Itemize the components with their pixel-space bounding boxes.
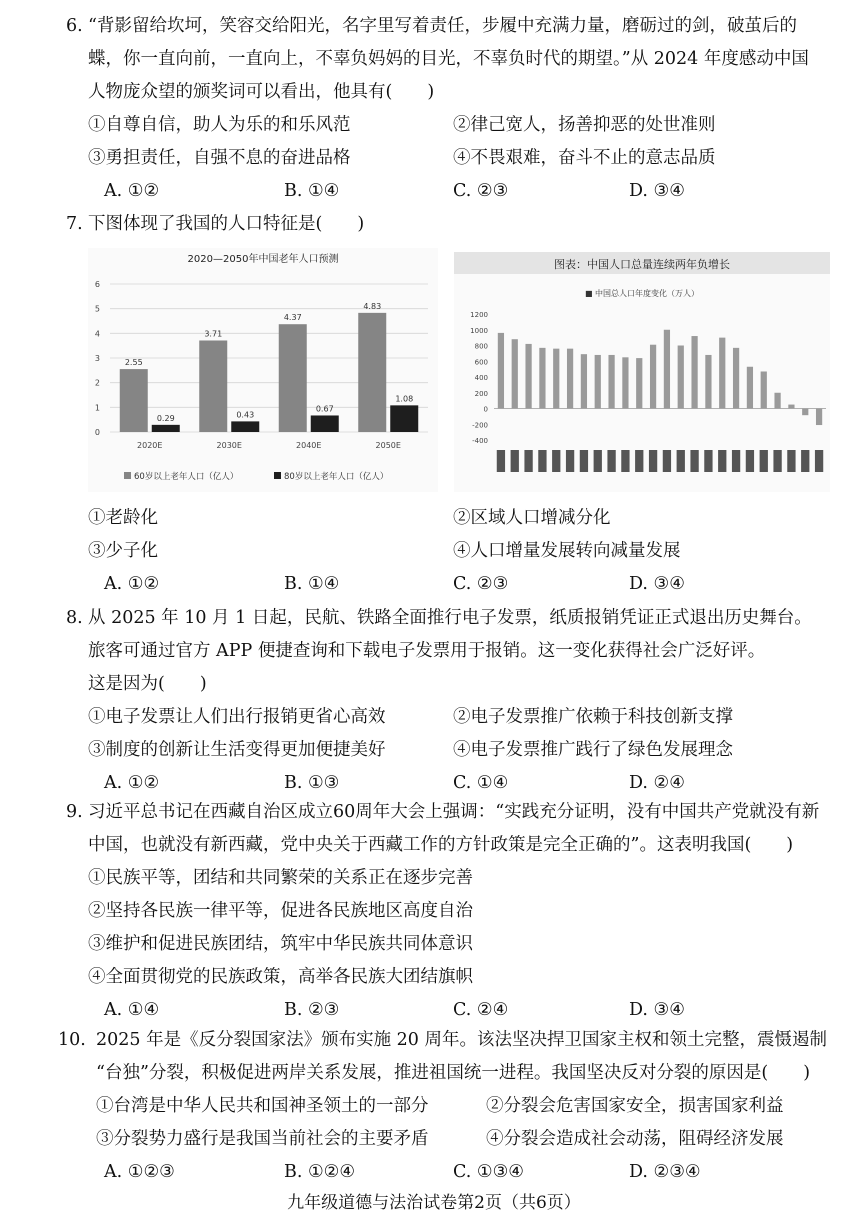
bar	[512, 339, 518, 408]
x-tick-label	[773, 450, 781, 472]
question-number: 10.	[58, 1030, 86, 1050]
option-4: ④全面贯彻党的民族政策，高举各民族大团结旗帜	[88, 967, 473, 987]
question-stem	[88, 208, 846, 241]
stem-line: “台独”分裂，积极促进两岸关系发展，推进祖国统一进程。我国坚决反对分裂的原因是( )	[96, 1063, 811, 1083]
question-stem	[88, 796, 846, 862]
x-tick-label	[524, 450, 532, 472]
legend-label: 60岁以上老年人口（亿人）	[134, 472, 239, 482]
x-tick-label: 2030E	[216, 441, 242, 450]
option-row	[66, 1123, 846, 1156]
data-label: 4.37	[283, 313, 302, 323]
y-tick-label: 6	[94, 280, 100, 289]
stem-line: 中国，也就没有新西藏，党中央关于西藏工作的方针政策是完全正确的”。这表明我国( )	[88, 835, 794, 855]
option-row	[66, 109, 846, 142]
x-tick-label	[787, 450, 795, 472]
y-tick-label: 5	[94, 304, 100, 314]
option-2: ②电子发票推广依赖于科技创新支撑	[453, 707, 733, 727]
bar	[608, 355, 614, 409]
stem-line: 下图体现了我国的人口特征是( )	[88, 214, 365, 234]
choice-a[interactable]: A. ①②③	[104, 1162, 175, 1182]
option-row	[66, 928, 846, 961]
choice-c[interactable]: C. ②③	[453, 181, 509, 201]
choice-a[interactable]: A. ①④	[104, 1000, 160, 1020]
choice-b[interactable]: B. ①②④	[284, 1162, 356, 1182]
choice-b[interactable]: B. ①③	[284, 773, 340, 793]
question-number: 7.	[66, 214, 83, 234]
option-1: ①台湾是中华人民共和国神圣领土的一部分	[96, 1096, 429, 1116]
option-row	[66, 862, 846, 895]
question-stem	[96, 1024, 846, 1090]
bar	[733, 348, 739, 409]
choice-c[interactable]: C. ①④	[453, 773, 509, 793]
choice-d[interactable]: D. ③④	[629, 181, 685, 201]
question-stem	[88, 602, 846, 701]
x-tick-label	[690, 450, 698, 472]
stem-line: 旅客可通过官方 APP 便捷查询和下载电子发票用于报销。这一变化获得社会广泛好评。	[88, 641, 766, 661]
bar	[358, 313, 386, 432]
bar	[152, 425, 180, 432]
y-tick-label: 800	[474, 342, 488, 351]
option-row	[66, 734, 846, 767]
question-7	[66, 208, 846, 241]
y-tick-label: 1200	[470, 311, 488, 319]
option-3: ③分裂势力盛行是我国当前社会的主要矛盾	[96, 1129, 429, 1149]
bar	[279, 324, 307, 432]
y-tick-label: -200	[472, 421, 488, 430]
stem-line: “背影留给坎坷，笑容交给阳光，名字里写着责任，步履中充满力量，磨砺过的剑，破茧后的	[88, 16, 797, 36]
x-tick-label	[607, 450, 615, 472]
option-4: ④分裂会造成社会动荡，阻碍经济发展	[486, 1129, 784, 1149]
x-tick-label	[718, 450, 726, 472]
stem-line: 这是因为( )	[88, 674, 207, 694]
choice-d[interactable]: D. ②③④	[629, 1162, 701, 1182]
option-1: ①自尊自信，助人为乐的和乐风范	[88, 115, 351, 135]
data-label: 4.83	[363, 301, 382, 311]
y-tick-label: 400	[474, 374, 488, 382]
option-row	[66, 961, 846, 994]
bar	[678, 346, 684, 409]
option-2: ②分裂会危害国家安全，损害国家利益	[486, 1096, 784, 1116]
question-9	[66, 796, 846, 1027]
x-tick-label	[732, 450, 740, 472]
choice-d[interactable]: D. ②④	[629, 773, 685, 793]
bar	[311, 415, 339, 432]
legend-label: 80岁以上老年人口（亿人）	[284, 472, 389, 482]
bar	[595, 355, 601, 409]
data-label: 0.67	[315, 404, 334, 414]
population-change-chart-svg	[454, 252, 830, 492]
option-3: ③少子化	[88, 541, 158, 561]
bar	[553, 349, 559, 409]
bar	[664, 330, 670, 409]
choice-c[interactable]: C. ①③④	[453, 1162, 524, 1182]
bar	[231, 421, 259, 432]
y-tick-label: 200	[474, 389, 488, 398]
option-row	[66, 502, 846, 535]
option-2: ②坚持各民族一律平等，促进各民族地区高度自治	[88, 901, 473, 921]
y-tick-label: 600	[474, 358, 488, 367]
bar	[719, 338, 725, 409]
x-tick-label	[621, 450, 629, 472]
bar	[539, 348, 545, 409]
bar	[705, 355, 711, 409]
option-row	[66, 142, 846, 175]
option-row	[66, 701, 846, 734]
x-tick-label	[594, 450, 602, 472]
bar	[525, 344, 531, 409]
bar	[747, 367, 753, 409]
stem-line: 从 2025 年 10 月 1 日起，民航、铁路全面推行电子发票，纸质报销凭证正式退出历史舞台。	[88, 608, 812, 628]
x-tick-label	[511, 450, 519, 472]
option-row	[66, 1090, 846, 1123]
answer-choices	[66, 175, 846, 208]
stem-line: 人物庞众望的颁奖词可以看出，他具有( )	[88, 82, 435, 102]
bar	[199, 340, 227, 432]
x-tick-label	[497, 450, 505, 472]
option-3: ③勇担责任，自强不息的奋进品格	[88, 148, 351, 168]
data-label: 1.08	[395, 394, 414, 404]
bar	[498, 333, 504, 409]
x-tick-label	[663, 450, 671, 472]
question-7-options	[66, 502, 846, 601]
stem-line: 习近平总书记在西藏自治区成立60周年大会上强调：“实践充分证明，没有中国共产党就没有新	[88, 802, 820, 822]
bar	[691, 336, 697, 408]
option-1: ①民族平等，团结和共同繁荣的关系正在逐步完善	[88, 868, 473, 888]
choice-a[interactable]: A. ①②	[104, 181, 160, 201]
option-3: ③制度的创新让生活变得更加便捷美好	[88, 740, 386, 760]
question-number: 8.	[66, 608, 83, 628]
bar	[567, 349, 573, 409]
option-4: ④人口增量发展转向减量发展	[453, 541, 681, 561]
data-label: 3.71	[204, 329, 223, 339]
bar	[636, 358, 642, 408]
x-tick-label	[649, 450, 657, 472]
y-tick-label: -400	[472, 437, 488, 445]
option-2: ②区域人口增减分化	[453, 508, 611, 528]
x-tick-label	[635, 450, 643, 472]
bar	[390, 405, 418, 432]
x-tick-label	[677, 450, 685, 472]
option-1: ①电子发票让人们出行报销更省心高效	[88, 707, 386, 727]
option-row	[66, 895, 846, 928]
bar	[622, 357, 628, 408]
y-tick-label: 1000	[470, 326, 488, 335]
bar	[581, 354, 587, 408]
stem-line: 蝶，你一直向前，一直向上，不辜负妈妈的目光，不辜负时代的期望。”从 2024 年度感动中国	[88, 49, 809, 69]
y-tick-label: 3	[94, 354, 100, 363]
option-3: ③维护和促进民族团结，筑牢中华民族共同体意识	[88, 934, 473, 954]
x-tick-label: 2020E	[137, 441, 163, 450]
choice-b[interactable]: B. ②③	[284, 1000, 340, 1020]
choice-c[interactable]: C. ②③	[453, 574, 509, 594]
bar	[650, 345, 656, 409]
y-tick-label: 1	[94, 403, 100, 413]
x-tick-label	[566, 450, 574, 472]
x-tick-label	[746, 450, 754, 472]
question-10	[58, 1024, 846, 1189]
legend-swatch	[274, 472, 281, 479]
page-footer: 九年级道德与法治试卷第2页（共6页）	[287, 1193, 581, 1213]
x-tick-label	[815, 450, 823, 472]
bar	[120, 369, 148, 432]
x-tick-label	[704, 450, 712, 472]
elderly-population-chart-svg	[88, 248, 438, 492]
stem-line: 2025 年是《反分裂国家法》颁布实施 20 周年。该法坚决捍卫国家主权和领土完整，震慑遏制	[96, 1030, 827, 1050]
x-tick-label	[552, 450, 560, 472]
choice-a[interactable]: A. ①②	[104, 574, 160, 594]
choice-d[interactable]: D. ③④	[629, 574, 685, 594]
bar	[788, 405, 794, 409]
x-tick-label: 2040E	[296, 441, 322, 450]
option-2: ②律己宽人，扬善抑恶的处世准则	[453, 115, 716, 135]
choice-a[interactable]: A. ①②	[104, 773, 160, 793]
question-8	[66, 602, 846, 800]
data-label: 0.43	[236, 410, 255, 420]
option-4: ④不畏艰难，奋斗不止的意志品质	[453, 148, 716, 168]
x-tick-label: 2050E	[375, 441, 401, 450]
chart-title: 图表：中国人口总量连续两年负增长	[554, 258, 730, 271]
x-tick-label	[760, 450, 768, 472]
x-tick-label	[580, 450, 588, 472]
elderly-population-chart	[88, 248, 438, 492]
option-1: ①老龄化	[88, 508, 158, 528]
legend-label: ■ 中国总人口年度变化（万人）	[584, 289, 700, 298]
choice-b[interactable]: B. ①④	[284, 574, 340, 594]
option-row	[66, 535, 846, 568]
x-tick-label	[538, 450, 546, 472]
bar	[774, 393, 780, 409]
question-6	[66, 10, 846, 208]
y-tick-label: 2	[94, 378, 100, 388]
choice-c[interactable]: C. ②④	[453, 1000, 509, 1020]
bar	[761, 371, 767, 408]
population-change-chart	[454, 252, 830, 492]
answer-choices	[66, 1156, 846, 1189]
chart-title: 2020—2050年中国老年人口预测	[187, 254, 339, 265]
y-tick-label: 0	[94, 428, 100, 437]
question-stem	[88, 10, 846, 109]
x-tick-label	[801, 450, 809, 472]
choice-b[interactable]: B. ①④	[284, 181, 340, 201]
option-4: ④电子发票推广践行了绿色发展理念	[453, 740, 733, 760]
question-number: 9.	[66, 802, 83, 822]
bar	[802, 409, 808, 416]
y-tick-label: 4	[94, 329, 100, 339]
data-label: 0.29	[156, 413, 175, 423]
data-label: 2.55	[124, 358, 143, 368]
y-tick-label: 0	[483, 405, 488, 414]
answer-choices	[66, 568, 846, 601]
bar	[816, 409, 822, 426]
choice-d[interactable]: D. ③④	[629, 1000, 685, 1020]
legend-swatch	[124, 472, 131, 479]
question-number: 6.	[66, 16, 83, 36]
answer-choices	[66, 994, 846, 1027]
